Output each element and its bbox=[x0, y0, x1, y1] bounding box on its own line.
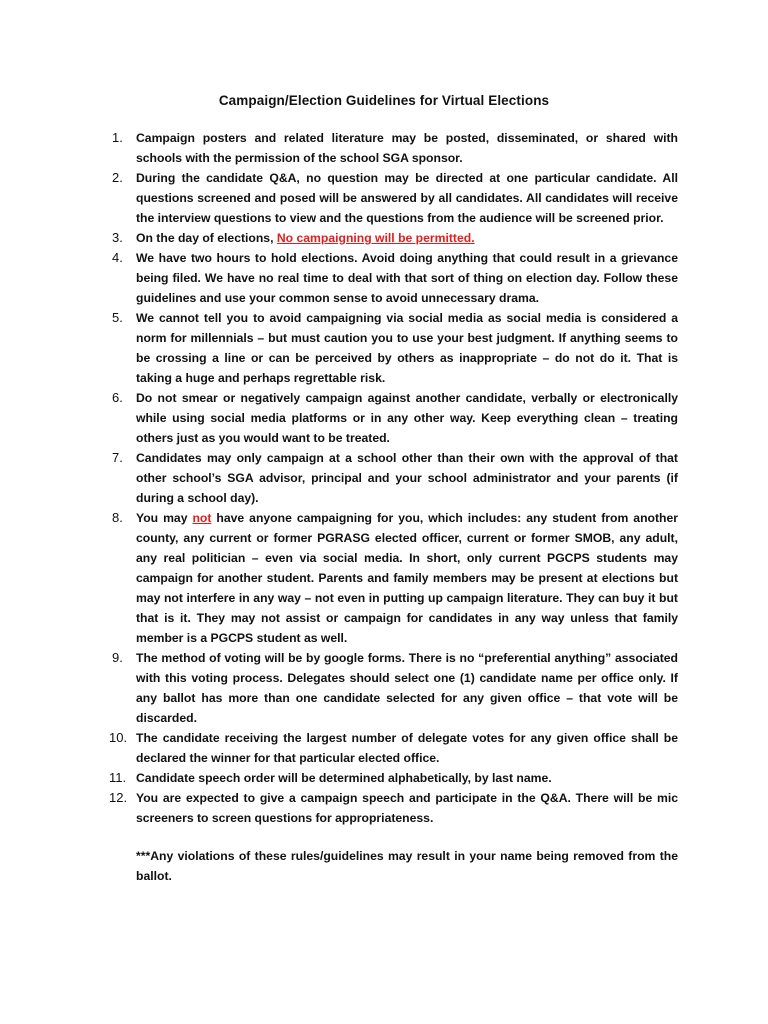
guideline-item-4 bbox=[112, 248, 678, 308]
item-number: 7. bbox=[112, 450, 123, 465]
guidelines-list bbox=[109, 128, 678, 828]
item-text-after: have anyone campaigning for you, which includes: any student from another county, any current or former PGRASG elected officer, current or former SMOB, any adult, any real politician – even via social media. In short, only current PGCPS students may campaign for another student. Parents and family members may be present at elections but may not interfere in any way – not even in putting up campaign literature. They can buy it but that is it. They may not assist or campaign for candidates in any way unless that family member is a PGCPS student as well. bbox=[136, 511, 678, 645]
item-text: We have two hours to hold elections. Avoid doing anything that could result in a grievance being filed. We have no real time to deal with that sort of thing on election day. Follow these guidelines and use your common sense to avoid unnecessary drama. bbox=[136, 251, 678, 305]
item-number: 5. bbox=[112, 310, 123, 325]
item-text: You may bbox=[136, 511, 193, 525]
item-text: Do not smear or negatively campaign against another candidate, verbally or electronically while using social media platforms or in any other way. Keep everything clean – treating others just as you would want to be treated. bbox=[136, 391, 678, 445]
highlighted-text: No campaigning will be permitted. bbox=[276, 231, 475, 245]
guideline-item-10 bbox=[109, 728, 678, 768]
item-text: Candidates may only campaign at a school other than their own with the approval of that other school’s SGA advisor, principal and your school administrator and your parents (if during a school day). bbox=[136, 451, 678, 505]
item-number: 3. bbox=[112, 230, 123, 245]
guideline-item-11 bbox=[109, 768, 678, 788]
guideline-item-9 bbox=[112, 648, 678, 728]
item-text: Candidate speech order will be determined alphabetically, by last name. bbox=[136, 771, 552, 785]
guideline-item-12 bbox=[109, 788, 678, 828]
highlighted-text: not bbox=[192, 511, 212, 525]
item-text: Campaign posters and related literature may be posted, disseminated, or shared with schools with the permission of the school SGA sponsor. bbox=[136, 131, 678, 165]
document-title: Campaign/Election Guidelines for Virtual Elections bbox=[218, 93, 550, 108]
item-text: On the day of elections, bbox=[136, 231, 277, 245]
item-text: The candidate receiving the largest number of delegate votes for any given office shall be declared the winner for that particular elected office. bbox=[136, 731, 678, 765]
item-number: 10. bbox=[109, 730, 128, 745]
guideline-item-7 bbox=[112, 448, 678, 508]
item-number: 9. bbox=[112, 650, 123, 665]
item-number: 2. bbox=[112, 170, 123, 185]
item-text: We cannot tell you to avoid campaigning via social media as social media is considered a norm for millennials – but must caution you to use your best judgment. If anything seems to be crossing a line or can be perceived by others as inappropriate – do not do it. That is taking a huge and perhaps regrettable risk. bbox=[136, 311, 678, 385]
guideline-item-2 bbox=[112, 168, 678, 228]
item-number: 11. bbox=[109, 770, 127, 785]
item-text: During the candidate Q&A, no question may be directed at one particular candidate. All questions screened and posed will be answered by all candidates. All candidates will receive the interview questions to view and the questions from the audience will be screened prior. bbox=[136, 171, 678, 225]
item-number: 4. bbox=[112, 250, 123, 265]
violations-footnote: ***Any violations of these rules/guidelines may result in your name being removed from the ballot. bbox=[136, 849, 678, 883]
guideline-item-1 bbox=[112, 128, 678, 168]
guideline-item-3 bbox=[112, 228, 678, 248]
item-number: 6. bbox=[112, 390, 123, 405]
guideline-item-6 bbox=[112, 388, 678, 448]
item-text: You are expected to give a campaign speech and participate in the Q&A. There will be mic screeners to screen questions for appropriateness. bbox=[136, 791, 678, 825]
item-text: The method of voting will be by google forms. There is no “preferential anything” associated with this voting process. Delegates should select one (1) candidate name per office only. If any ballot has more than one candidate selected for any given office – that vote will be discarded. bbox=[136, 651, 678, 725]
guideline-item-5 bbox=[112, 308, 678, 388]
item-number: 8. bbox=[112, 510, 123, 525]
item-number: 1. bbox=[112, 130, 123, 145]
guideline-item-8 bbox=[112, 508, 678, 648]
item-number: 12. bbox=[109, 790, 128, 805]
